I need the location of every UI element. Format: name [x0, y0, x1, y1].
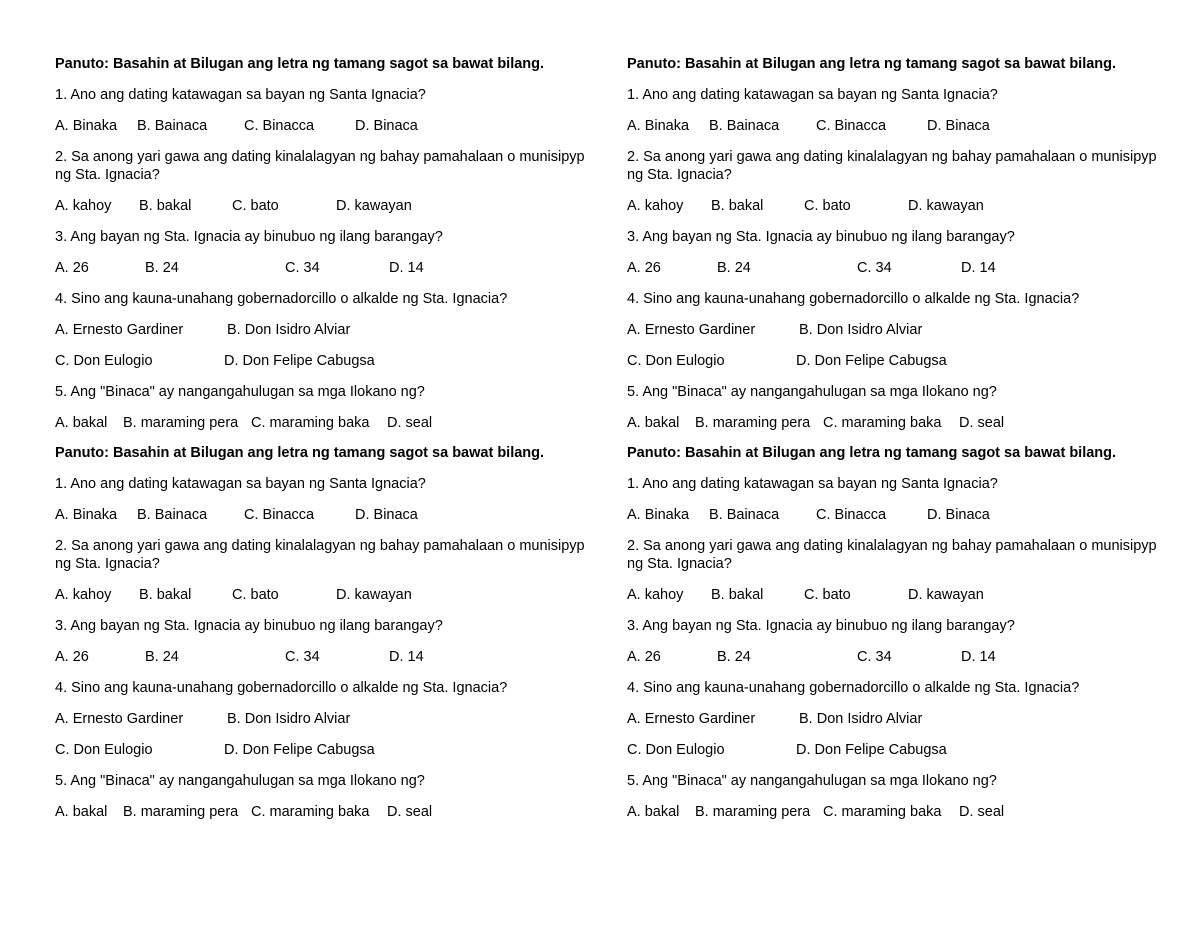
- answer-choice[interactable]: C. bato: [232, 198, 279, 214]
- choice-row: [627, 710, 1167, 728]
- answer-choice[interactable]: C. Binacca: [816, 118, 887, 134]
- question-2: 2. Sa anong yari gawa ang dating kinalalagyan ng bahay pamahalaan o munisipyp ng Sta. Ignacia?: [627, 538, 1157, 572]
- answer-choice[interactable]: C. bato: [804, 587, 851, 603]
- answer-choice[interactable]: C. 34: [857, 260, 892, 276]
- answer-choice[interactable]: D. Don Felipe Cabugsa: [224, 742, 375, 758]
- answer-choice[interactable]: A. Binaka: [55, 118, 118, 134]
- answer-choice[interactable]: D. seal: [959, 804, 1005, 820]
- answer-choice[interactable]: B. bakal: [711, 198, 764, 214]
- answer-choice[interactable]: C. maraming baka: [251, 804, 370, 820]
- answer-choice[interactable]: C. bato: [804, 198, 851, 214]
- answer-choice[interactable]: A. kahoy: [55, 198, 112, 214]
- choice-row: [627, 803, 1167, 821]
- question-1: 1. Ano ang dating katawagan sa bayan ng Santa Ignacia?: [627, 87, 998, 103]
- answer-choice[interactable]: A. Ernesto Gardiner: [55, 711, 184, 727]
- answer-choice[interactable]: D. Binaca: [355, 118, 418, 134]
- choice-row: [55, 414, 595, 432]
- answer-choice[interactable]: B. 24: [717, 260, 751, 276]
- question-3: 3. Ang bayan ng Sta. Ignacia ay binubuo ng ilang barangay?: [627, 229, 1015, 245]
- choice-row: [55, 741, 595, 759]
- choice-row: [55, 803, 595, 821]
- answer-choice[interactable]: D. Binaca: [927, 118, 990, 134]
- choice-row: [55, 117, 595, 135]
- answer-choice[interactable]: D. Don Felipe Cabugsa: [796, 742, 947, 758]
- answer-choice[interactable]: A. Binaka: [55, 507, 118, 523]
- answer-choice[interactable]: D. Don Felipe Cabugsa: [796, 353, 947, 369]
- choice-row: [627, 352, 1167, 370]
- choice-row: [55, 710, 595, 728]
- answer-choice[interactable]: D. Don Felipe Cabugsa: [224, 353, 375, 369]
- answer-choice[interactable]: D. 14: [961, 260, 996, 276]
- question-1: 1. Ano ang dating katawagan sa bayan ng Santa Ignacia?: [55, 476, 426, 492]
- answer-choice[interactable]: D. 14: [961, 649, 996, 665]
- quiz-instruction: Panuto: Basahin at Bilugan ang letra ng tamang sagot sa bawat bilang.: [55, 445, 545, 461]
- question-5: 5. Ang "Binaca" ay nangangahulugan sa mga Ilokano ng?: [627, 773, 997, 789]
- answer-choice[interactable]: D. kawayan: [336, 587, 412, 603]
- question-3: 3. Ang bayan ng Sta. Ignacia ay binubuo ng ilang barangay?: [55, 229, 443, 245]
- answer-choice[interactable]: B. 24: [145, 649, 179, 665]
- answer-choice[interactable]: C. 34: [285, 649, 320, 665]
- choice-row: [627, 321, 1167, 339]
- answer-choice[interactable]: A. 26: [55, 649, 89, 665]
- answer-choice[interactable]: A. bakal: [55, 804, 108, 820]
- answer-choice[interactable]: B. Bainaca: [709, 507, 780, 523]
- answer-choice[interactable]: B. maraming pera: [695, 804, 811, 820]
- answer-choice[interactable]: A. 26: [627, 649, 661, 665]
- question-2: 2. Sa anong yari gawa ang dating kinalalagyan ng bahay pamahalaan o munisipyp ng Sta. Ignacia?: [55, 538, 585, 572]
- answer-choice[interactable]: B. bakal: [139, 587, 192, 603]
- answer-choice[interactable]: A. bakal: [627, 415, 680, 431]
- question-5: 5. Ang "Binaca" ay nangangahulugan sa mga Ilokano ng?: [627, 384, 997, 400]
- choice-row: [627, 117, 1167, 135]
- answer-choice[interactable]: D. 14: [389, 649, 424, 665]
- choice-row: [55, 586, 595, 604]
- choice-row: [55, 321, 595, 339]
- answer-choice[interactable]: B. Don Isidro Alviar: [227, 322, 351, 338]
- answer-choice[interactable]: C. maraming baka: [823, 804, 942, 820]
- choice-row: [55, 352, 595, 370]
- answer-choice[interactable]: D. Binaca: [927, 507, 990, 523]
- question-5: 5. Ang "Binaca" ay nangangahulugan sa mga Ilokano ng?: [55, 773, 425, 789]
- answer-choice[interactable]: B. Bainaca: [137, 507, 208, 523]
- answer-choice[interactable]: B. maraming pera: [123, 804, 239, 820]
- answer-choice[interactable]: A. Binaka: [627, 118, 690, 134]
- choice-row: [55, 648, 595, 666]
- answer-choice[interactable]: B. Don Isidro Alviar: [799, 322, 923, 338]
- choice-row: [627, 414, 1167, 432]
- answer-choice[interactable]: A. bakal: [55, 415, 108, 431]
- question-5: 5. Ang "Binaca" ay nangangahulugan sa mga Ilokano ng?: [55, 384, 425, 400]
- answer-choice[interactable]: C. Binacca: [244, 118, 315, 134]
- question-2: 2. Sa anong yari gawa ang dating kinalalagyan ng bahay pamahalaan o munisipyp ng Sta. Ignacia?: [55, 149, 585, 183]
- answer-choice[interactable]: A. Ernesto Gardiner: [55, 322, 184, 338]
- choice-row: [55, 197, 595, 215]
- answer-choice[interactable]: B. Bainaca: [709, 118, 780, 134]
- answer-choice[interactable]: B. 24: [717, 649, 751, 665]
- answer-choice[interactable]: A. Ernesto Gardiner: [627, 322, 756, 338]
- answer-choice[interactable]: C. maraming baka: [251, 415, 370, 431]
- choice-row: [627, 259, 1167, 277]
- answer-choice[interactable]: A. bakal: [627, 804, 680, 820]
- question-4: 4. Sino ang kauna-unahang gobernadorcillo o alkalde ng Sta. Ignacia?: [55, 680, 508, 696]
- answer-choice[interactable]: C. Don Eulogio: [55, 353, 153, 369]
- question-4: 4. Sino ang kauna-unahang gobernadorcillo o alkalde ng Sta. Ignacia?: [55, 291, 508, 307]
- choice-row: [55, 506, 595, 524]
- answer-choice[interactable]: D. seal: [959, 415, 1005, 431]
- answer-choice[interactable]: C. Binacca: [816, 507, 887, 523]
- question-3: 3. Ang bayan ng Sta. Ignacia ay binubuo ng ilang barangay?: [55, 618, 443, 634]
- answer-choice[interactable]: C. Don Eulogio: [627, 742, 725, 758]
- answer-choice[interactable]: C. maraming baka: [823, 415, 942, 431]
- answer-choice[interactable]: D. kawayan: [336, 198, 412, 214]
- choice-row: [627, 586, 1167, 604]
- quiz-block-top-left: [55, 55, 595, 445]
- answer-choice[interactable]: A. Binaka: [627, 507, 690, 523]
- quiz-block-bottom-right: [627, 444, 1167, 834]
- answer-choice[interactable]: D. kawayan: [908, 198, 984, 214]
- answer-choice[interactable]: C. Don Eulogio: [627, 353, 725, 369]
- answer-choice[interactable]: B. 24: [145, 260, 179, 276]
- quiz-instruction: Panuto: Basahin at Bilugan ang letra ng tamang sagot sa bawat bilang.: [55, 56, 545, 72]
- answer-choice[interactable]: A. kahoy: [627, 587, 684, 603]
- question-4: 4. Sino ang kauna-unahang gobernadorcillo o alkalde ng Sta. Ignacia?: [627, 680, 1080, 696]
- choice-row: [627, 506, 1167, 524]
- answer-choice[interactable]: B. bakal: [139, 198, 192, 214]
- answer-choice[interactable]: C. bato: [232, 587, 279, 603]
- answer-choice[interactable]: D. kawayan: [908, 587, 984, 603]
- answer-choice[interactable]: D. 14: [389, 260, 424, 276]
- choice-row: [55, 259, 595, 277]
- quiz-block-bottom-left: [55, 444, 595, 834]
- answer-choice[interactable]: B. maraming pera: [123, 415, 239, 431]
- answer-choice[interactable]: B. bakal: [711, 587, 764, 603]
- answer-choice[interactable]: A. kahoy: [627, 198, 684, 214]
- answer-choice[interactable]: C. Binacca: [244, 507, 315, 523]
- choice-row: [627, 741, 1167, 759]
- answer-choice[interactable]: A. 26: [627, 260, 661, 276]
- quiz-instruction: Panuto: Basahin at Bilugan ang letra ng tamang sagot sa bawat bilang.: [627, 56, 1117, 72]
- choice-row: [627, 648, 1167, 666]
- question-3: 3. Ang bayan ng Sta. Ignacia ay binubuo ng ilang barangay?: [627, 618, 1015, 634]
- quiz-instruction: Panuto: Basahin at Bilugan ang letra ng tamang sagot sa bawat bilang.: [627, 445, 1117, 461]
- quiz-block-top-right: [627, 55, 1167, 445]
- answer-choice[interactable]: B. Don Isidro Alviar: [227, 711, 351, 727]
- answer-choice[interactable]: B. Don Isidro Alviar: [799, 711, 923, 727]
- answer-choice[interactable]: C. 34: [285, 260, 320, 276]
- answer-choice[interactable]: A. kahoy: [55, 587, 112, 603]
- answer-choice[interactable]: A. Ernesto Gardiner: [627, 711, 756, 727]
- answer-choice[interactable]: D. seal: [387, 804, 433, 820]
- question-2: 2. Sa anong yari gawa ang dating kinalalagyan ng bahay pamahalaan o munisipyp ng Sta. Ignacia?: [627, 149, 1157, 183]
- answer-choice[interactable]: B. maraming pera: [695, 415, 811, 431]
- choice-row: [627, 197, 1167, 215]
- answer-choice[interactable]: D. seal: [387, 415, 433, 431]
- answer-choice[interactable]: B. Bainaca: [137, 118, 208, 134]
- answer-choice[interactable]: C. 34: [857, 649, 892, 665]
- answer-choice[interactable]: D. Binaca: [355, 507, 418, 523]
- question-1: 1. Ano ang dating katawagan sa bayan ng Santa Ignacia?: [55, 87, 426, 103]
- question-1: 1. Ano ang dating katawagan sa bayan ng Santa Ignacia?: [627, 476, 998, 492]
- answer-choice[interactable]: C. Don Eulogio: [55, 742, 153, 758]
- question-4: 4. Sino ang kauna-unahang gobernadorcillo o alkalde ng Sta. Ignacia?: [627, 291, 1080, 307]
- answer-choice[interactable]: A. 26: [55, 260, 89, 276]
